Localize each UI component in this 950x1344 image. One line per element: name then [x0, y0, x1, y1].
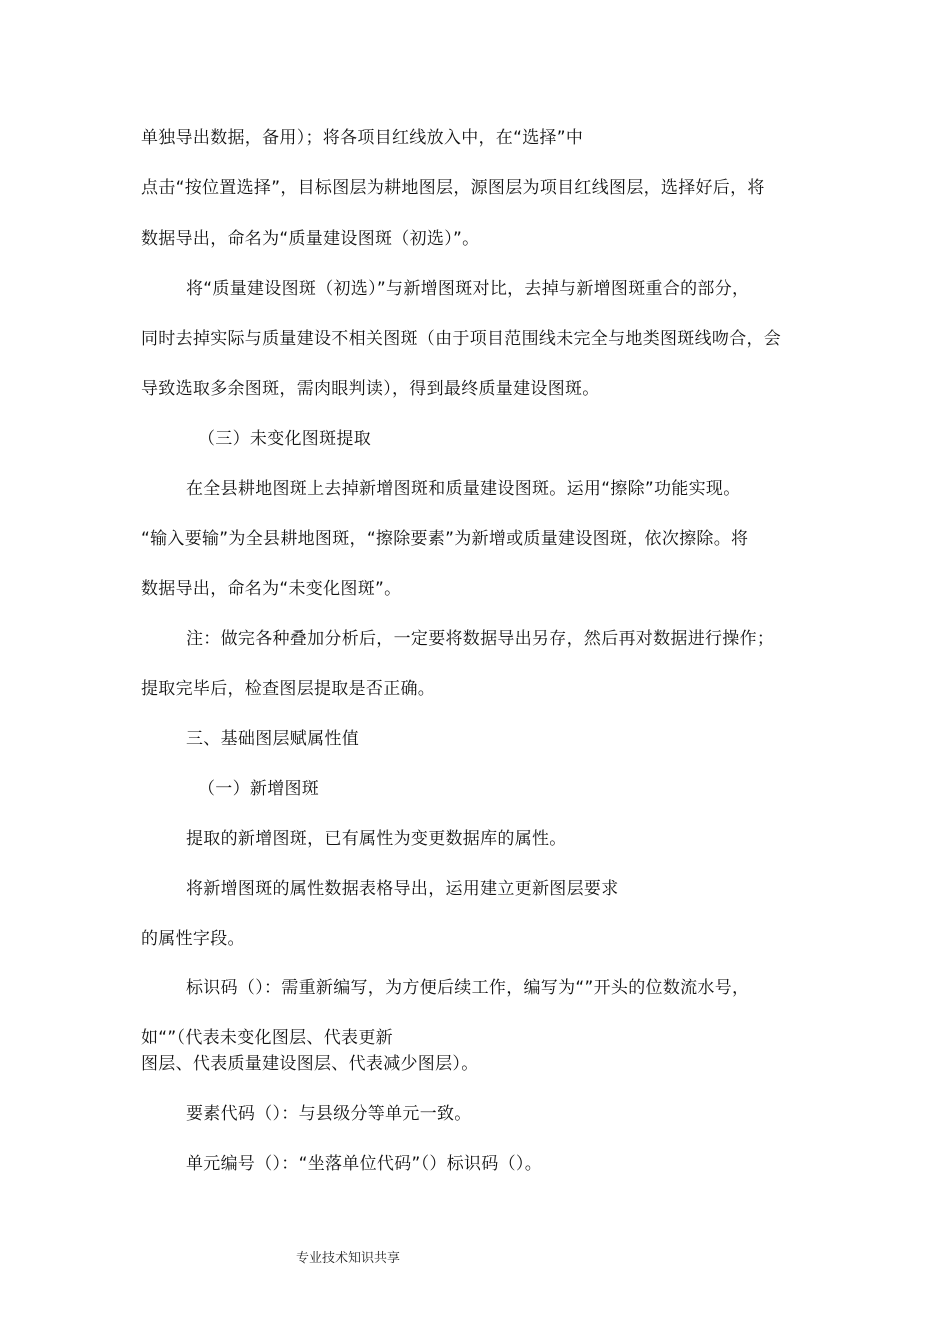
text-line-17: 的属性字段。: [141, 929, 245, 949]
note-line-1: 注：做完各种叠加分析后，一定要将数据导出另存，然后再对数据进行操作；: [186, 629, 775, 649]
text-line-6: 导致选取多余图斑，需肉眼判读），得到最终质量建设图斑。: [141, 379, 600, 399]
text-line-9: “输入要输”为全县耕地图斑，“擦除要素”为新增或质量建设图斑，依次擦除。将: [141, 529, 749, 549]
note-line-2: 提取完毕后，检查图层提取是否正确。: [141, 679, 436, 699]
text-line-4: 将“质量建设图斑（初选）”与新增图斑对比，去掉与新增图斑重合的部分，: [186, 279, 750, 299]
text-line-1: 单独导出数据，备用）；将各项目红线放入中，在“选择”中: [141, 128, 584, 148]
page-footer: 专业技术知识共享: [296, 1251, 401, 1266]
text-line-22: 单元编号（）：“坐落单位代码”（）标识码（）。: [186, 1154, 543, 1174]
text-line-2: 点击“按位置选择”，目标图层为耕地图层，源图层为项目红线图层，选择好后，将: [141, 178, 765, 198]
text-line-20: 图层、代表质量建设图层、代表减少图层）。: [141, 1054, 479, 1074]
text-line-16: 将新增图斑的属性数据表格导出，运用建立更新图层要求: [186, 879, 619, 899]
text-line-19: 如“”（代表未变化图层、代表更新: [141, 1028, 393, 1048]
text-line-21: 要素代码（）：与县级分等单元一致。: [186, 1104, 472, 1124]
section-heading-one: （一）新增图斑: [198, 779, 320, 799]
section-heading-three: （三）未变化图斑提取: [198, 429, 371, 449]
text-line-18: 标识码（）：需重新编写，为方便后续工作，编写为“”开头的位数流水号，: [186, 978, 750, 998]
text-line-5: 同时去掉实际与质量建设不相关图斑（由于项目范围线未完全与地类图斑线吻合，会: [141, 329, 782, 349]
text-line-15: 提取的新增图斑，已有属性为变更数据库的属性。: [186, 829, 567, 849]
chapter-heading: 三、基础图层赋属性值: [186, 729, 359, 749]
text-line-3: 数据导出，命名为“质量建设图斑（初选）”。: [141, 229, 480, 249]
text-line-10: 数据导出，命名为“未变化图斑”。: [141, 579, 402, 599]
text-line-8: 在全县耕地图斑上去掉新增图斑和质量建设图斑。运用“擦除”功能实现。: [186, 479, 741, 499]
